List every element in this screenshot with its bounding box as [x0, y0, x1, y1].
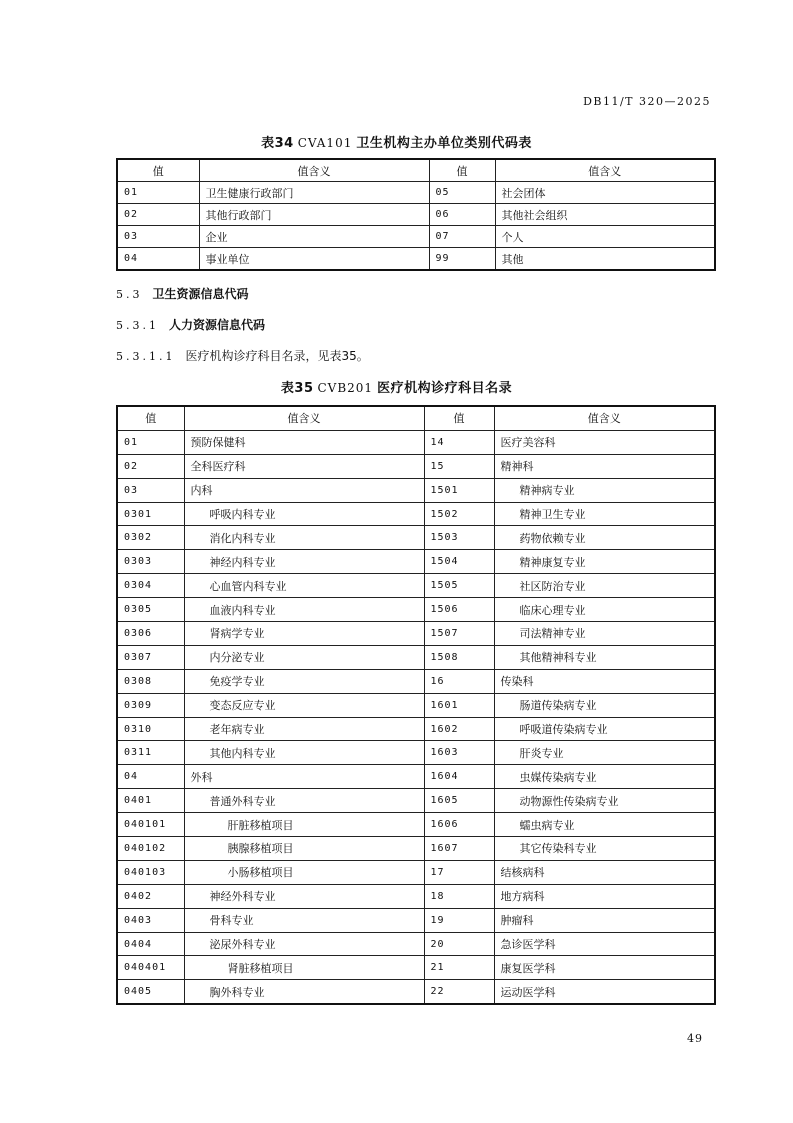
table-row — [117, 956, 715, 980]
meaning-cell: 其他内科专业 — [184, 741, 424, 765]
meaning-cell: 精神科 — [494, 454, 715, 478]
table-row — [117, 980, 715, 1004]
table-row — [117, 669, 715, 693]
table-34-label: 表34 — [261, 136, 294, 151]
code-cell: 0308 — [117, 669, 184, 693]
column-header: 值 — [117, 159, 199, 182]
code-cell: 1602 — [424, 717, 494, 741]
code-cell: 1603 — [424, 741, 494, 765]
table-row — [117, 454, 715, 478]
table-row — [117, 574, 715, 598]
table-35-id: CVB201 — [317, 381, 374, 395]
code-cell: 1605 — [424, 789, 494, 813]
code-cell: 0305 — [117, 598, 184, 622]
meaning-cell: 免疫学专业 — [184, 669, 424, 693]
meaning-cell: 外科 — [184, 765, 424, 789]
meaning-cell: 司法精神专业 — [494, 622, 715, 646]
meaning-cell: 神经内科专业 — [184, 550, 424, 574]
section-title: 人力资源信息代码 — [169, 318, 266, 332]
code-cell: 0307 — [117, 645, 184, 669]
meaning-cell: 其它传染科专业 — [494, 837, 715, 861]
meaning-cell: 精神卫生专业 — [494, 502, 715, 526]
code-cell: 15 — [424, 454, 494, 478]
meaning-cell: 变态反应专业 — [184, 693, 424, 717]
meaning-cell: 动物源性传染病专业 — [494, 789, 715, 813]
code-cell: 1501 — [424, 478, 494, 502]
code-cell: 04 — [117, 248, 199, 271]
code-cell: 17 — [424, 860, 494, 884]
table-34 — [116, 158, 716, 271]
table-row — [117, 837, 715, 861]
code-cell: 1507 — [424, 622, 494, 646]
column-header: 值含义 — [495, 159, 715, 182]
meaning-cell: 社会团体 — [495, 182, 715, 204]
table-header-row — [117, 159, 715, 182]
column-header: 值含义 — [494, 406, 715, 430]
meaning-cell: 呼吸道传染病专业 — [494, 717, 715, 741]
meaning-cell: 老年病专业 — [184, 717, 424, 741]
code-cell: 1505 — [424, 574, 494, 598]
meaning-cell: 泌尿外科专业 — [184, 932, 424, 956]
code-cell: 0304 — [117, 574, 184, 598]
meaning-cell: 内科 — [184, 478, 424, 502]
meaning-cell: 社区防治专业 — [494, 574, 715, 598]
code-cell: 0310 — [117, 717, 184, 741]
code-cell: 040102 — [117, 837, 184, 861]
meaning-cell: 胰腺移植项目 — [184, 837, 424, 861]
code-cell: 0402 — [117, 884, 184, 908]
meaning-cell: 康复医学科 — [494, 956, 715, 980]
meaning-cell: 肠道传染病专业 — [494, 693, 715, 717]
meaning-cell: 药物依赖专业 — [494, 526, 715, 550]
section-number: 5.3.1 — [116, 319, 159, 332]
table-34-caption — [0, 132, 793, 151]
meaning-cell: 医疗美容科 — [494, 430, 715, 454]
meaning-cell: 肝炎专业 — [494, 741, 715, 765]
column-header: 值含义 — [184, 406, 424, 430]
code-cell: 01 — [117, 430, 184, 454]
table-row — [117, 789, 715, 813]
code-cell: 0302 — [117, 526, 184, 550]
meaning-cell: 其他精神科专业 — [494, 645, 715, 669]
meaning-cell: 传染科 — [494, 669, 715, 693]
code-cell: 040401 — [117, 956, 184, 980]
code-cell: 19 — [424, 908, 494, 932]
meaning-cell: 全科医疗科 — [184, 454, 424, 478]
meaning-cell: 精神康复专业 — [494, 550, 715, 574]
code-cell: 0404 — [117, 932, 184, 956]
section-number: 5.3 — [116, 288, 143, 301]
code-cell: 0303 — [117, 550, 184, 574]
table-35-label: 表35 — [280, 381, 314, 396]
code-cell: 06 — [429, 204, 495, 226]
meaning-cell: 骨科专业 — [184, 908, 424, 932]
standard-code: DB11/T 320—2025 — [583, 95, 711, 108]
table-row — [117, 226, 715, 248]
meaning-cell: 精神病专业 — [494, 478, 715, 502]
section-5-3-1-1-paragraph — [116, 347, 369, 364]
table-row — [117, 622, 715, 646]
meaning-cell: 结核病科 — [494, 860, 715, 884]
table-row — [117, 430, 715, 454]
code-cell: 1503 — [424, 526, 494, 550]
table-row — [117, 478, 715, 502]
code-cell: 0403 — [117, 908, 184, 932]
table-row — [117, 182, 715, 204]
column-header: 值含义 — [199, 159, 429, 182]
code-cell: 20 — [424, 932, 494, 956]
table-34-title: 卫生机构主办单位类别代码表 — [356, 136, 532, 151]
table-row — [117, 860, 715, 884]
table-row — [117, 502, 715, 526]
code-cell: 1607 — [424, 837, 494, 861]
column-header: 值 — [429, 159, 495, 182]
meaning-cell: 血液内科专业 — [184, 598, 424, 622]
meaning-cell: 其他行政部门 — [199, 204, 429, 226]
meaning-cell: 其他社会组织 — [495, 204, 715, 226]
table-row — [117, 741, 715, 765]
table-35 — [116, 405, 716, 1005]
code-cell: 03 — [117, 226, 199, 248]
table-row — [117, 717, 715, 741]
code-cell: 1504 — [424, 550, 494, 574]
meaning-cell: 肝脏移植项目 — [184, 813, 424, 837]
meaning-cell: 临床心理专业 — [494, 598, 715, 622]
meaning-cell: 内分泌专业 — [184, 645, 424, 669]
table-row — [117, 645, 715, 669]
meaning-cell: 肿瘤科 — [494, 908, 715, 932]
table-row — [117, 765, 715, 789]
code-cell: 1508 — [424, 645, 494, 669]
code-cell: 01 — [117, 182, 199, 204]
meaning-cell: 呼吸内科专业 — [184, 502, 424, 526]
code-cell: 04 — [117, 765, 184, 789]
code-cell: 03 — [117, 478, 184, 502]
code-cell: 1606 — [424, 813, 494, 837]
table-35-title: 医疗机构诊疗科目名录 — [377, 381, 513, 396]
code-cell: 040103 — [117, 860, 184, 884]
table-row — [117, 884, 715, 908]
table-row — [117, 526, 715, 550]
meaning-cell: 其他 — [495, 248, 715, 271]
meaning-cell: 蠕虫病专业 — [494, 813, 715, 837]
meaning-cell: 虫媒传染病专业 — [494, 765, 715, 789]
table-row — [117, 693, 715, 717]
table-row — [117, 598, 715, 622]
code-cell: 07 — [429, 226, 495, 248]
table-row — [117, 204, 715, 226]
meaning-cell: 消化内科专业 — [184, 526, 424, 550]
code-cell: 22 — [424, 980, 494, 1004]
code-cell: 18 — [424, 884, 494, 908]
code-cell: 21 — [424, 956, 494, 980]
meaning-cell: 肾脏移植项目 — [184, 956, 424, 980]
code-cell: 0311 — [117, 741, 184, 765]
meaning-cell: 肾病学专业 — [184, 622, 424, 646]
meaning-cell: 神经外科专业 — [184, 884, 424, 908]
table-header-row — [117, 406, 715, 430]
code-cell: 16 — [424, 669, 494, 693]
meaning-cell: 企业 — [199, 226, 429, 248]
code-cell: 0405 — [117, 980, 184, 1004]
meaning-cell: 事业单位 — [199, 248, 429, 271]
section-5-3-1-heading — [116, 316, 265, 333]
column-header: 值 — [117, 406, 184, 430]
section-5-3-heading — [116, 285, 249, 302]
code-cell: 99 — [429, 248, 495, 271]
page-number: 49 — [687, 1032, 703, 1045]
meaning-cell: 卫生健康行政部门 — [199, 182, 429, 204]
code-cell: 02 — [117, 454, 184, 478]
section-title: 卫生资源信息代码 — [152, 287, 249, 301]
table-row — [117, 248, 715, 271]
code-cell: 05 — [429, 182, 495, 204]
table-row — [117, 550, 715, 574]
table-row — [117, 932, 715, 956]
code-cell: 1601 — [424, 693, 494, 717]
code-cell: 02 — [117, 204, 199, 226]
section-text: 医疗机构诊疗科目名录，见表35。 — [185, 349, 369, 363]
column-header: 值 — [424, 406, 494, 430]
code-cell: 040101 — [117, 813, 184, 837]
meaning-cell: 心血管内科专业 — [184, 574, 424, 598]
meaning-cell: 地方病科 — [494, 884, 715, 908]
meaning-cell: 胸外科专业 — [184, 980, 424, 1004]
code-cell: 0401 — [117, 789, 184, 813]
code-cell: 0309 — [117, 693, 184, 717]
meaning-cell: 预防保健科 — [184, 430, 424, 454]
meaning-cell: 个人 — [495, 226, 715, 248]
meaning-cell: 运动医学科 — [494, 980, 715, 1004]
meaning-cell: 普通外科专业 — [184, 789, 424, 813]
code-cell: 0306 — [117, 622, 184, 646]
table-34-id: CVA101 — [297, 136, 353, 150]
code-cell: 14 — [424, 430, 494, 454]
code-cell: 1506 — [424, 598, 494, 622]
table-35-caption — [0, 377, 793, 396]
code-cell: 1502 — [424, 502, 494, 526]
code-cell: 0301 — [117, 502, 184, 526]
meaning-cell: 急诊医学科 — [494, 932, 715, 956]
section-number: 5.3.1.1 — [116, 350, 176, 363]
table-row — [117, 908, 715, 932]
meaning-cell: 小肠移植项目 — [184, 860, 424, 884]
code-cell: 1604 — [424, 765, 494, 789]
table-row — [117, 813, 715, 837]
